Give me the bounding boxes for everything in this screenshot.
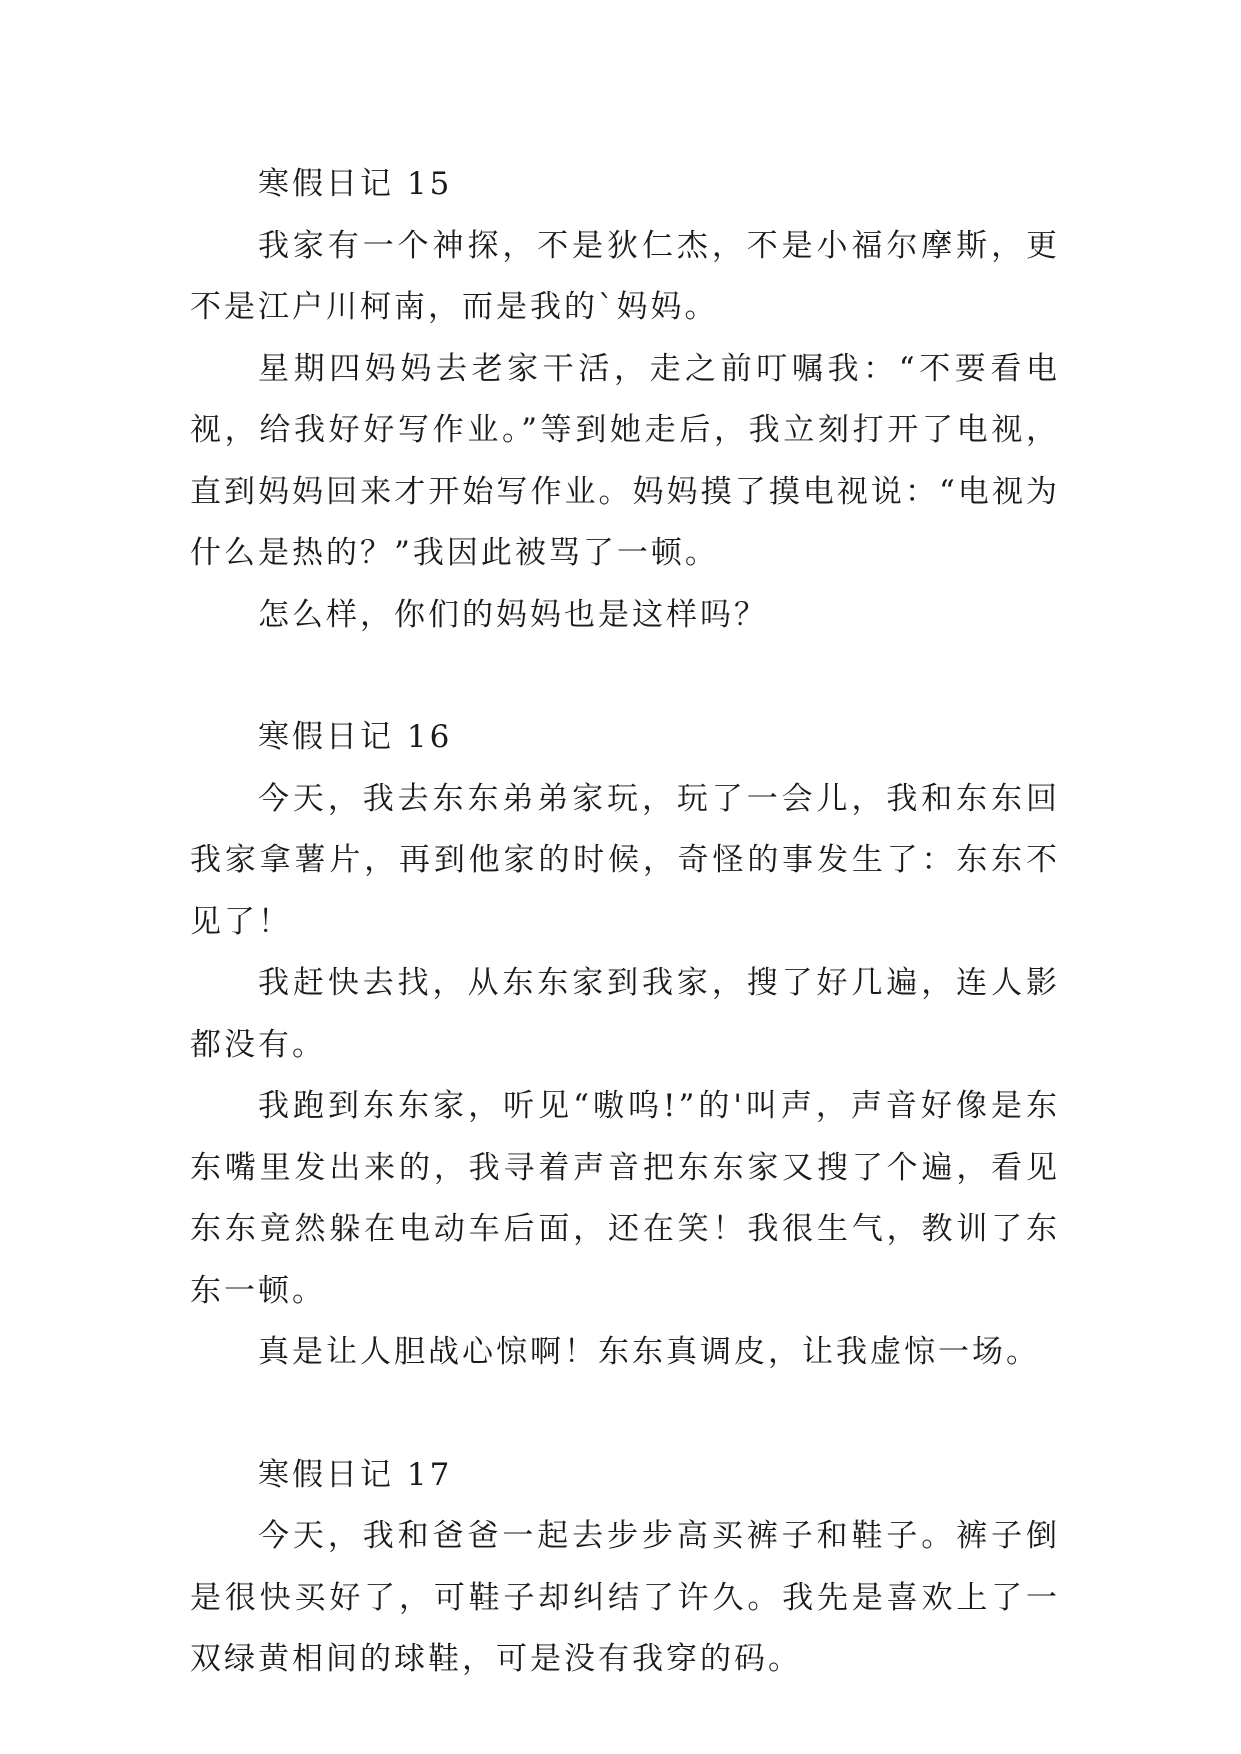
paragraph: 今天，我去东东弟弟家玩，玩了一会儿，我和东东回我家拿薯片，再到他家的时候，奇怪的事发生了：东东不见了！	[190, 780, 1060, 940]
paragraph: 真是让人胆战心惊啊！东东真调皮，让我虚惊一场。	[258, 1334, 1040, 1370]
paragraph: 星期四妈妈去老家干活，走之前叮嘱我：“不要看电视，给我好好写作业。”等到她走后，我立刻打开了电视，直到妈妈回来才开始写作业。妈妈摸了摸电视说：“电视为什么是热的？”我因此被骂了一顿。	[190, 350, 1060, 571]
diary-entry-17	[190, 1445, 1060, 1691]
entry-title: 寒假日记 15	[258, 166, 453, 202]
paragraph: 怎么样，你们的妈妈也是这样吗？	[258, 596, 768, 633]
document-body	[190, 154, 1060, 1691]
diary-entry-16	[190, 707, 1060, 1384]
entry-title: 寒假日记 16	[258, 719, 453, 755]
paragraph: 我家有一个神探，不是狄仁杰，不是小福尔摩斯，更不是江户川柯南，而是我的`妈妈。	[190, 227, 1060, 325]
diary-entry-15	[190, 154, 1060, 646]
entry-title: 寒假日记 17	[258, 1456, 453, 1493]
paragraph: 今天，我和爸爸一起去步步高买裤子和鞋子。裤子倒是很快买好了，可鞋子却纠结了许久。我先是喜欢上了一双绿黄相间的球鞋，可是没有我穿的码。	[190, 1518, 1060, 1677]
paragraph: 我赶快去找，从东东家到我家，搜了好几遍，连人影都没有。	[190, 965, 1060, 1063]
paragraph: 我跑到东东家，听见“嗷呜!”的'叫声，声音好像是东东嘴里发出来的，我寻着声音把东东家又搜了个遍，看见东东竟然躲在电动车后面，还在笑！我很生气，教训了东东一顿。	[190, 1088, 1060, 1309]
